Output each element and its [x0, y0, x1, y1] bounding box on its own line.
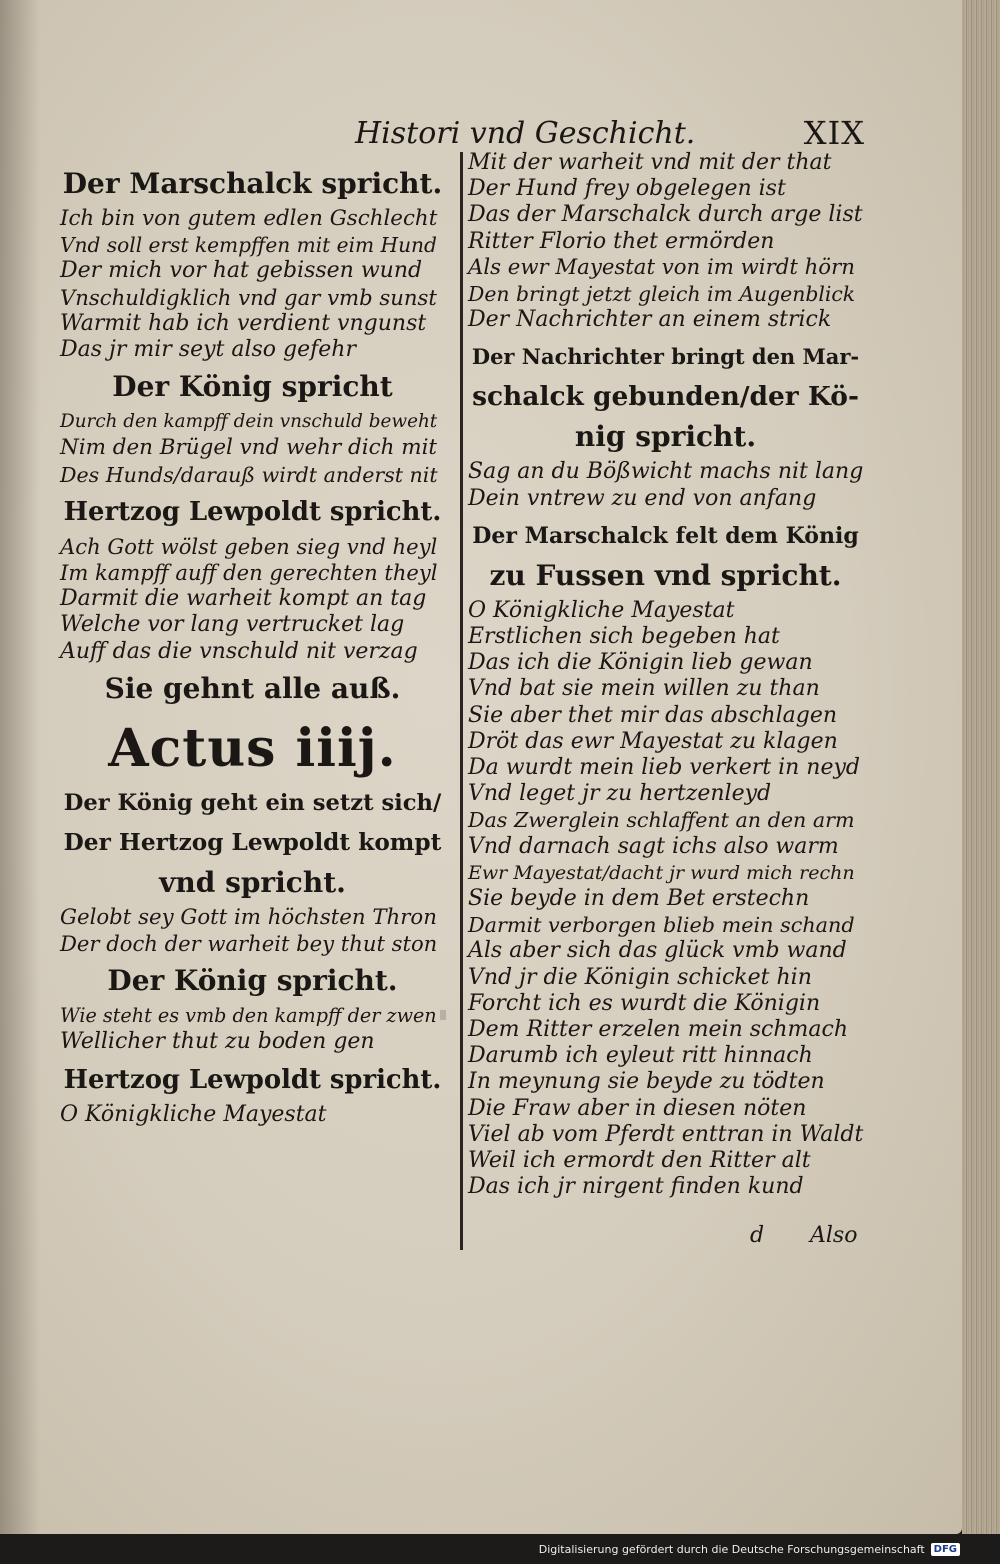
verse-line: Sag an du Bößwicht machs nit lang	[468, 459, 864, 485]
verse-line: Die Fraw aber in diesen nöten	[468, 1095, 807, 1121]
act-heading: Actus iiij.	[108, 717, 397, 779]
verse-line: Vnschuldigklich vnd gar vmb sunst	[60, 284, 437, 310]
verse-line: O Königkliche Mayestat	[468, 597, 735, 623]
speaker-heading: schalck gebunden/der Kö-	[472, 381, 859, 413]
speaker-heading: Hertzog Lewpoldt spricht.	[63, 496, 442, 527]
verse-line: Welche vor lang vertrucket lag	[60, 612, 405, 638]
speaker-heading: zu Fussen vnd spricht.	[489, 558, 842, 592]
verse-line: Als aber sich das glück vmb wand	[468, 938, 847, 964]
speaker-heading: Der König spricht	[112, 370, 393, 404]
verse-line: Ich bin von gutem edlen Gschlecht	[60, 206, 438, 231]
speaker-heading: vnd spricht.	[159, 865, 346, 899]
verse-line: Dem Ritter erzelen mein schmach	[468, 1017, 849, 1043]
verse-line: Erstlichen sich begeben hat	[468, 624, 780, 650]
verse-line: Vnd darnach sagt ichs also warm	[468, 833, 839, 859]
running-title: Histori vnd Geschicht.	[355, 116, 696, 151]
folio-number: XIX	[803, 114, 865, 152]
speaker-heading: Sie gehnt alle auß.	[104, 671, 401, 705]
signature-mark: d	[750, 1223, 765, 1248]
digitization-footer	[539, 1543, 960, 1556]
verse-line: Nim den Brügel vnd wehr dich mit	[60, 435, 438, 461]
verse-line: Ewr Mayestat/dacht jr wurd mich rechn	[468, 861, 855, 884]
verse-line: Vnd jr die Königin schicket hin	[468, 964, 812, 990]
speaker-heading: Der König geht ein setzt sich/	[63, 789, 442, 816]
verse-line: Darumb ich eyleut ritt hinnach	[468, 1043, 813, 1069]
verse-line: Der doch der warheit bey thut ston	[60, 931, 438, 957]
verse-line: Darmit die warheit kompt an tag	[60, 586, 427, 612]
dfg-logo: DFG	[931, 1543, 960, 1556]
footer-text: Digitalisierung gefördert durch die Deutsche Forschungsgemeinschaft	[538, 1543, 925, 1556]
page-fore-edge	[962, 0, 1000, 1534]
ink-blot	[440, 1010, 446, 1020]
verse-line: Darmit verborgen blieb mein schand	[468, 913, 855, 938]
verse-line: Ach Gott wölst geben sieg vnd heyl	[60, 533, 438, 559]
verse-line: In meynung sie beyde zu tödten	[468, 1069, 825, 1095]
verse-line: Dein vntrew zu end von anfang	[468, 485, 817, 511]
verse-line: Im kampff auff den gerechten theyl	[60, 560, 438, 586]
verse-line: Da wurdt mein lieb verkert in neyd	[468, 755, 860, 781]
speaker-heading: Der König spricht.	[107, 964, 398, 998]
verse-line: Der Nachrichter an einem strick	[468, 307, 832, 333]
verse-line: Auff das die vnschuld nit verzag	[60, 638, 418, 664]
verse-line: Der mich vor hat gebissen wund	[60, 258, 423, 284]
verse-line: Wellicher thut zu boden gen	[60, 1029, 375, 1055]
verse-line: Das Zwerglein schlaffent an den arm	[468, 808, 855, 833]
verse-line: Weil ich ermordt den Ritter alt	[468, 1148, 811, 1174]
verse-line: Sie beyde in dem Bet erstechn	[468, 886, 810, 912]
verse-line: Durch den kampff dein vnschuld beweht	[60, 411, 438, 433]
verse-line: Ritter Florio thet ermörden	[468, 228, 775, 254]
verse-line: O Königkliche Mayestat	[60, 1101, 327, 1127]
verse-line: Als ewr Mayestat von im wirdt hörn	[468, 254, 855, 280]
verse-line: Vnd leget jr zu hertzenleyd	[468, 781, 772, 807]
gutter-shadow	[0, 0, 40, 1534]
verse-line: Das ich jr nirgent finden kund	[468, 1174, 804, 1200]
speaker-heading: Hertzog Lewpoldt spricht.	[63, 1064, 442, 1095]
speaker-heading: nig spricht.	[574, 420, 757, 454]
speaker-heading: Der Nachrichter bringt den Mar-	[471, 344, 860, 370]
verse-line: Vnd bat sie mein willen zu than	[468, 676, 820, 702]
column-divider	[460, 152, 463, 1250]
catchword: Also	[810, 1223, 858, 1248]
verse-line: Das ich die Königin lieb gewan	[468, 650, 813, 676]
verse-line: Mit der warheit vnd mit der that	[468, 150, 832, 175]
speaker-heading: Der Marschalck felt dem König	[472, 522, 859, 549]
running-header	[345, 108, 865, 152]
verse-line: Dröt das ewr Mayestat zu klagen	[468, 728, 838, 754]
verse-line: Wie steht es vmb den kampff der zwen	[60, 1004, 437, 1028]
verse-line: Das jr mir seyt also gefehr	[60, 337, 356, 363]
right-text-column	[468, 150, 863, 1201]
verse-line: Sie aber thet mir das abschlagen	[468, 702, 838, 728]
verse-line: Warmit hab ich verdient vngunst	[60, 310, 427, 336]
speaker-heading: Der Marschalck spricht.	[62, 167, 443, 200]
verse-line: Den bringt jetzt gleich im Augenblick	[468, 282, 856, 307]
verse-line: Gelobt sey Gott im höchsten Thron	[60, 904, 437, 930]
left-text-column	[60, 160, 445, 1128]
verse-line: Forcht ich es wurdt die Königin	[468, 990, 821, 1016]
verse-line: Viel ab vom Pferdt enttran in Waldt	[468, 1121, 864, 1147]
verse-line: Vnd soll erst kempffen mit eim Hund	[60, 233, 437, 258]
verse-line: Der Hund frey obgelegen ist	[468, 176, 786, 202]
speaker-heading: Der Hertzog Lewpoldt kompt	[63, 828, 442, 856]
verse-line: Das der Marschalck durch arge list	[468, 202, 863, 228]
verse-line: Des Hunds/darauß wirdt anderst nit	[60, 462, 438, 487]
